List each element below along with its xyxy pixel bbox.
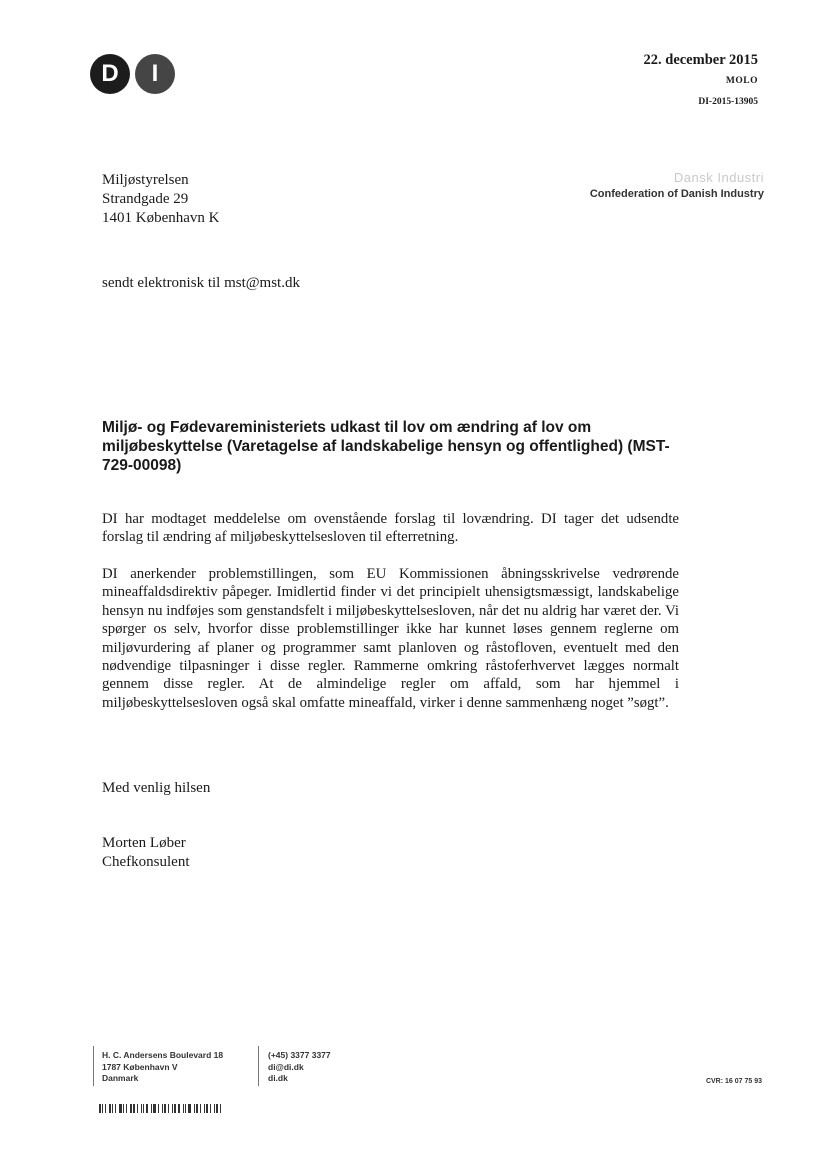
letter-date: 22. december 2015: [643, 52, 758, 68]
footer-cvr-number: CVR: 16 07 75 93: [705, 1078, 762, 1085]
footer-email: di@di.dk: [268, 1061, 304, 1072]
footer-website: di.dk: [268, 1073, 288, 1083]
recipient-address: [102, 171, 219, 228]
organization-name: Dansk Industri: [673, 170, 764, 185]
body-paragraph-1: DI har modtaget meddelelse om ovenstående forslag til lovændring. DI tager det udsendte forslag til ændring af miljøbeskyttelsesloven til efterretning.: [102, 511, 679, 546]
footer-address-line: H. C. Andersens Boulevard 18: [102, 1050, 224, 1060]
reference-number: DI-2015-13905: [698, 97, 758, 107]
letter-subject: Miljø- og Fødevareministeriets udkast til lov om ændring af lov om miljøbeskyttelse (Varetagelse af landskabelige hensyn og offentlighed) (MST-729-00098): [102, 419, 670, 474]
logo-letter-d: D: [90, 54, 130, 94]
footer-contact: [268, 1050, 331, 1085]
logo-letter-i: I: [135, 54, 175, 94]
footer-divider-left: [93, 1046, 94, 1086]
di-logo: [90, 54, 176, 94]
body-paragraph-2: DI anerkender problemstillingen, som EU Kommissionen åbningsskrivelse vedrørende mineaffaldsdirektiv påpeger. Imidlertid finder vi det principielt uhensigtsmæssigt, landskabelige hensyn nu indføjes som genstandsfelt i miljøbeskyttelsesloven, når det nu aldrig har været der. Vi spørger os selv, hvorfor disse problemstillinger ikke har kunnet løses gennem reglerne om miljøvurdering af planer og programmer samt planloven og råstofloven, eventuelt med den nødvendige tilpasninger i disse regler. Rammerne omkring råstoferhvervet lægges normalt gennem disse regler. At de almindelige regler om affald, som har hjemmel i miljøbeskyttelsesloven også skal omfatte mineaffald, virker i denne sammenhæng noget ”søgt”.: [102, 566, 679, 711]
footer-address-line: 1787 København V: [102, 1061, 178, 1072]
recipient-street: Strandgade 29: [102, 191, 189, 207]
footer-divider-middle: [258, 1046, 259, 1086]
recipient-city: 1401 København K: [102, 210, 220, 226]
organization-block: [590, 170, 764, 200]
closing-greeting: Med venlig hilsen: [102, 780, 211, 796]
organization-name-english: Confederation of Danish Industry: [589, 188, 764, 200]
author-initials: MOLO: [725, 76, 758, 86]
signature-block: [102, 834, 190, 871]
signer-title: Chefkonsulent: [102, 853, 190, 870]
document-barcode: [99, 1104, 225, 1113]
recipient-name: Miljøstyrelsen: [102, 172, 189, 188]
footer-address: [102, 1050, 223, 1085]
sent-electronically-line: sendt elektronisk til mst@mst.dk: [102, 275, 300, 291]
footer-address-line: Danmark: [102, 1073, 139, 1083]
footer-phone: (+45) 3377 3377: [268, 1050, 331, 1060]
signer-name: Morten Løber: [102, 835, 186, 851]
